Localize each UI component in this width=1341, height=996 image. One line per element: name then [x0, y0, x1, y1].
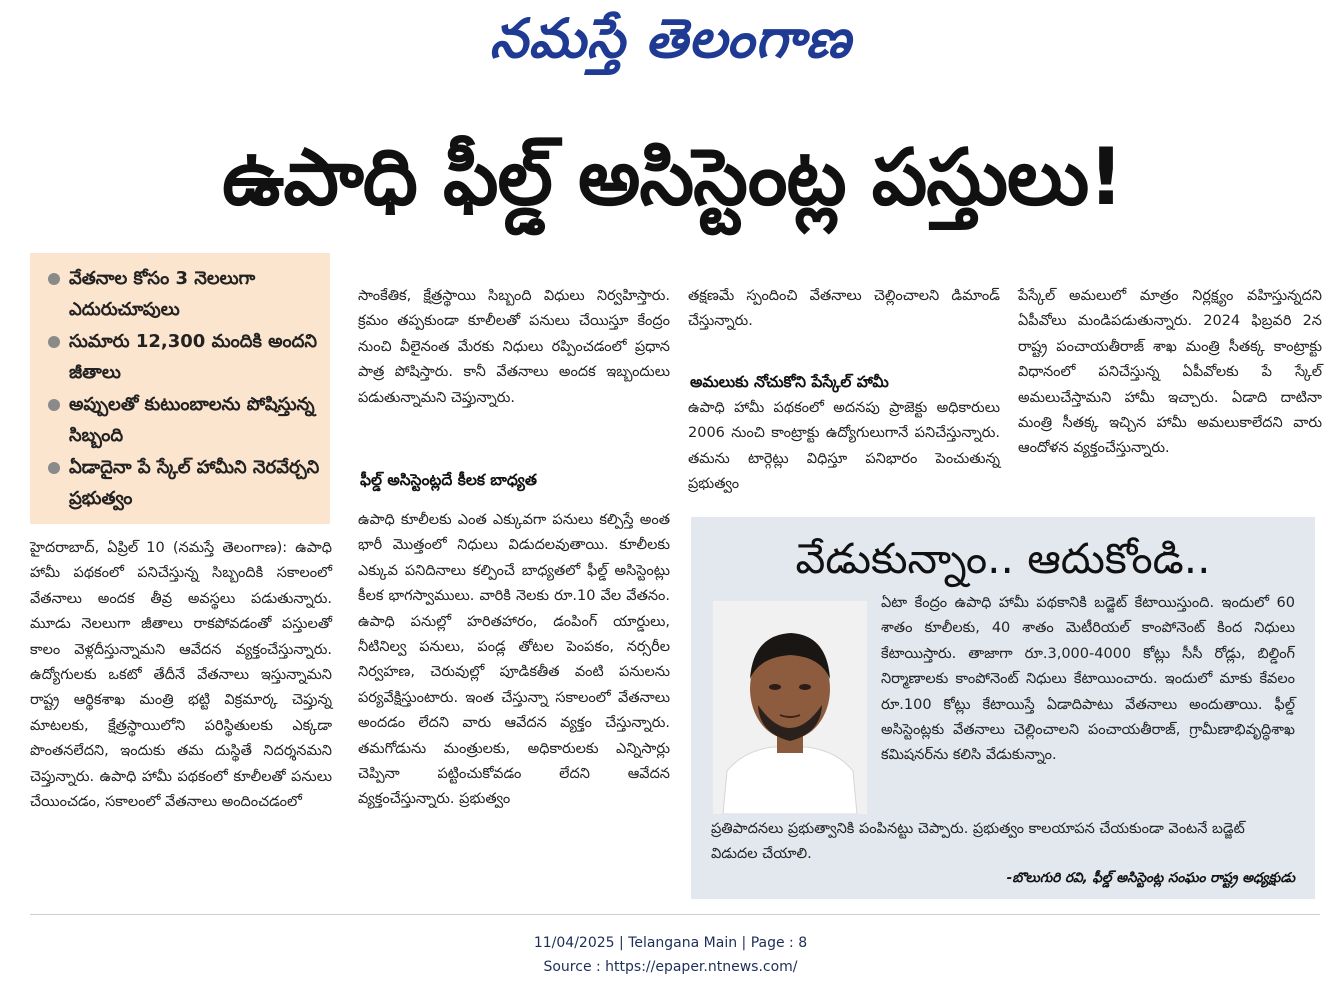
highlight-item: [48, 263, 320, 325]
article-column-1: హైదరాబాద్, ఏప్రిల్ 10 (నమస్తే తెలంగాణ): ఉపాధి హామీ పథకంలో పనిచేస్తున్న సిబ్బందికి సకాలంలో వేతనాలు అందక తీవ్ర అవస్థలు పడుతున్నారు. మూడు నెలలుగా జీతాలు రాకపోవడంతో పస్తులతో కాలం వెళ్లదీస్తున్నామని ఆవేదన వ్యక్తంచేస్తున్నారు. ఉద్యోగులకు ఒకటో తేదీనే వేతనాలు ఇస్తున్నామని రాష్ట్ర ఆర్థికశాఖ మంత్రి భట్టి విక్రమార్క చెప్తున్న మాటలకు, క్షేత్రస్థాయిలోని పరిస్థితులకు ఎక్కడా పొంతనలేదని, ఇందుకు తమ దుస్థితే నిదర్శనమని చెప్తున్నారు. ఉపాధి హామీ పథకంలో కూలీలతో పనులు చేయించడం, సకాలంలో వేతనాలు అందించడంలో: [30, 540, 332, 811]
article-headline: ఉపాధి ఫీల్డ్ అసిస్టెంట్ల పస్తులు!: [222, 133, 1123, 223]
highlight-item: [48, 389, 320, 451]
person-photo: [713, 601, 867, 814]
article-column-4: పేస్కేల్ అమలులో మాత్రం నిర్లక్ష్యం వహిస్తున్నదని ఏపీవోలు మండిపడుతున్నారు. 2024 ఫిబ్రవరి 2న రాష్ట్ర పంచాయతీరాజ్ శాఖ మంత్రి సీతక్క కాంట్రాక్టు విధానంలో పనిచేస్తున్న ఏపీవోలకు పే స్కేల్ అమలుచేస్తామని హామీ ఇచ్చారు. ఏడాది దాటినా మంత్రి సీతక్క ఇచ్చిన హామీ అమలుకాలేదని వారు ఆందోళన వ్యక్తంచేస్తున్నారు.: [1018, 288, 1322, 457]
article-column-3-bottom: ఉపాధి హామీ పథకంలో అదనపు ప్రాజెక్టు అధికారులు 2006 నుంచి కాంట్రాక్టు ఉద్యోగులుగానే పనిచేస్తున్నారు. తమను టార్గెట్లు విధిస్తూ పనిభారం పెంచుతున్న ప్రభుత్వం: [688, 400, 1000, 493]
highlight-item: [48, 452, 320, 514]
newspaper-masthead: నమస్తే తెలంగాణ: [489, 7, 852, 70]
footer-divider: [30, 914, 1320, 915]
subheading-payscale: అమలుకు నోచుకోని పేస్కేల్ హామీ: [690, 373, 889, 391]
quote-attribution: -బొలుగురి రవి, ఫీల్డ్ అసిస్టెంట్ల సంఘం రాష్ట్ర అధ్యక్షుడు: [1006, 870, 1295, 886]
subheading-field-assistants: ఫీల్డ్ అసిస్టెంట్లదే కీలక బాధ్యత: [360, 471, 537, 489]
highlights-box: [30, 253, 330, 524]
portrait-illustration: [713, 601, 867, 814]
bullet-icon: [48, 336, 60, 348]
article-column-2-top: సాంకేతిక, క్షేత్రస్థాయి సిబ్బంది విధులు నిర్వహిస్తారు. క్రమం తప్పకుండా కూలీలతో పనులు చేయిస్తూ కేంద్రం నుంచి వీలైనంత మేరకు నిధులు రప్పించడంలో ప్రధాన పాత్ర పోషిస్తారు. కానీ వేతనాలు అందక ఇబ్బందులు పడుతున్నామని చెప్తున్నారు.: [358, 288, 670, 406]
bullet-icon: [48, 399, 60, 411]
highlight-text: ఏడాదైనా పే స్కేల్ హామీని నెరవేర్చని ప్రభుత్వం: [69, 457, 320, 509]
bullet-icon: [48, 273, 60, 285]
highlight-text: సుమారు 12,300 మందికి అందని జీతాలు: [69, 331, 317, 383]
highlight-text: వేతనాల కోసం 3 నెలలుగా ఎదురుచూపులు: [69, 268, 256, 320]
bullet-icon: [48, 462, 60, 474]
highlight-item: [48, 326, 320, 388]
quote-title: వేడుకున్నాం.. ఆదుకోండి..: [795, 534, 1211, 583]
article-column-3-top: తక్షణమే స్పందించి వేతనాలు చెల్లించాలని డిమాండ్ చేస్తున్నారు.: [688, 288, 1000, 330]
footer-source: Source : https://epaper.ntnews.com/: [543, 959, 798, 975]
article-column-2-bottom: ఉపాధి కూలీలకు ఎంత ఎక్కువగా పనులు కల్పిస్తే అంత భారీ మొత్తంలో నిధులు విడుదలవుతాయి. కూలీలకు ఎక్కువ పనిదినాలు కల్పించే బాధ్యతలో ఫీల్డ్ అసిస్టెంట్లు కీలక భాగస్వాములు. వారికి నెలకు రూ.10 వేల వేతనం. ఉపాధి పనుల్లో హరితహారం, డంపింగ్ యార్డులు, నీటినిల్వ పనులు, పండ్ల తోటల పెంపకం, నర్సరీల నిర్వహణ, చెరువుల్లో పూడికతీత వంటి పనులను పర్యవేక్షిస్తుంటారు. ఇంత చేస్తున్నా సకాలంలో వేతనాలు అందడం లేదని వారు ఆవేదన వ్యక్తం చేస్తున్నారు. తమగోడును మంత్రులకు, అధికారులకు ఎన్నిసార్లు చెప్పినా పట్టించుకోవడం లేదని ఆవేదన వ్యక్తంచేస్తున్నారు. ప్రభుత్వం: [358, 512, 670, 808]
footer-date-page: 11/04/2025 | Telangana Main | Page : 8: [533, 935, 808, 951]
highlight-text: అప్పులతో కుటుంబాలను పోషిస్తున్న సిబ్బంది: [69, 394, 315, 446]
quote-text-continued: ప్రతిపాదనలు ప్రభుత్వానికి పంపినట్టు చెప్పారు. ప్రభుత్వం కాలయాపన చేయకుండా వెంటనే బడ్జెట్ విడుదల చేయాలి.: [711, 821, 1245, 863]
quote-box: [691, 517, 1315, 899]
quote-text: ఏటా కేంద్రం ఉపాధి హామీ పథకానికి బడ్జెట్ కేటాయిస్తుంది. ఇందులో 60 శాతం కూలీలకు, 40 శాతం మెటీరియల్ కాంపోనెంట్ కింద నిధులు కేటాయిస్తారు. తాజాగా రూ.3,000-4000 కోట్లు సీసీ రోడ్లు, బిల్డింగ్ నిర్మాణాలకు కాంపోనెంట్ నిధులు కేటాయించారు. ఇందులో మాకు కేవలం రూ.100 కోట్లు కేటాయిస్తే ఏడాదిపాటు వేతనాలు అందుతాయి. ఫీల్డ్ అసిస్టెంట్లకు వేతనాలు చెల్లించాలని పంచాయతీరాజ్, గ్రామీణాభివృద్ధిశాఖ కమిషనర్‌ను కలిసి వేడుకున్నాం.: [881, 595, 1295, 764]
